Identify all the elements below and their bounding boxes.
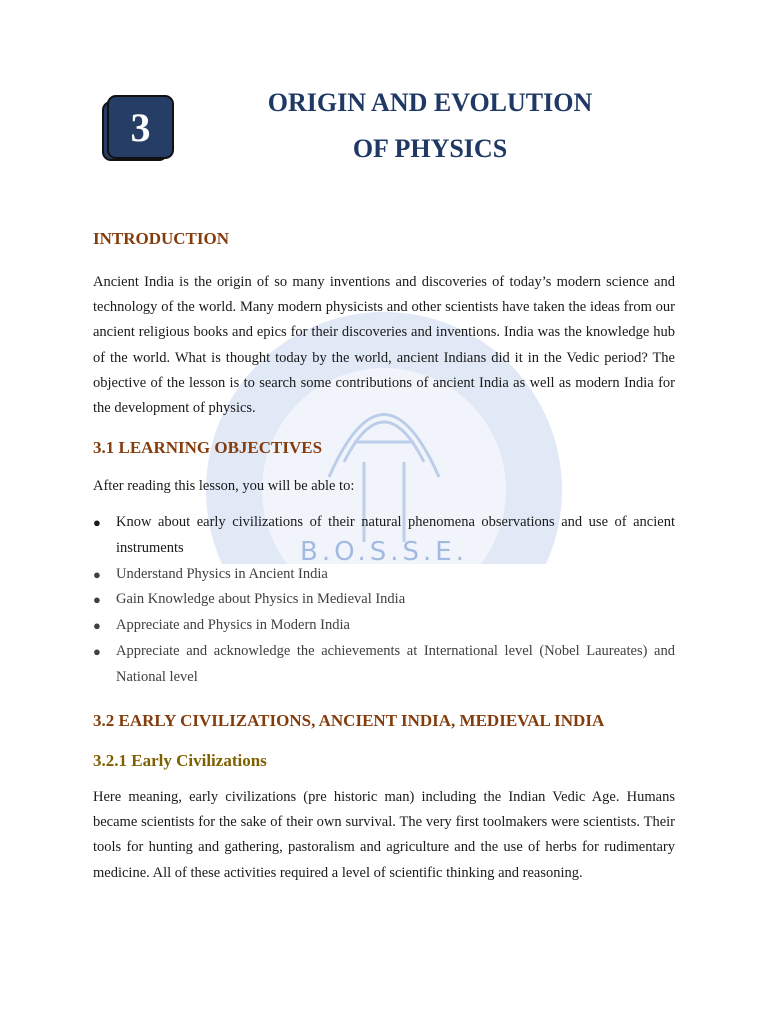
- watermark-text: B.O.S.S.E.: [299, 537, 469, 567]
- learning-objectives-intro: After reading this lesson, you will be able to:: [93, 478, 355, 494]
- list-item: ● Understand Physics in Ancient India: [93, 562, 675, 588]
- chapter-number: 3: [107, 95, 174, 159]
- section-3-2-heading: 3.2 EARLY CIVILIZATIONS, ANCIENT INDIA, MEDIEVAL INDIA: [93, 711, 605, 730]
- introduction-heading: INTRODUCTION: [93, 229, 230, 248]
- bullet-icon: ●: [93, 618, 101, 634]
- section-3-2-1-heading: 3.2.1 Early Civilizations: [93, 751, 267, 770]
- list-item: ● Gain Knowledge about Physics in Medieval India: [93, 587, 675, 613]
- learning-objectives-list: [93, 510, 675, 691]
- bullet-icon: ●: [93, 643, 101, 659]
- chapter-number-badge: [102, 95, 174, 161]
- introduction-paragraph: Ancient India is the origin of so many inventions and discoveries of today’s modern science and technology of the world. Many modern physicists and other scientists have taken the ideas from our ancient religious books and epics for their discoveries and inventions. India was the knowledge hub of the world. What is thought today by the world, ancient Indians did it in the Vedic period? The objective of the lesson is to search some contributions of ancient India as well as modern India for the development of physics.: [93, 274, 675, 417]
- chapter-title-line-1: ORIGIN AND EVOLUTION: [267, 88, 593, 117]
- bullet-icon: ●: [93, 515, 101, 530]
- list-item: ● Appreciate and acknowledge the achievements at International level (Nobel Laureates) and National level: [93, 639, 675, 691]
- list-item: ● Know about early civilizations of their natural phenomena observations and use of ancient instruments: [93, 510, 675, 562]
- bullet-icon: ●: [93, 566, 101, 582]
- learning-objectives-heading: 3.1 LEARNING OBJECTIVES: [93, 438, 323, 457]
- early-civilizations-paragraph: Here meaning, early civilizations (pre historic man) including the Indian Vedic Age. Humans became scientists for the sake of their own survival. The very first toolmakers were scientists. Their tools for hunting and gathering, pastoralism and agriculture and the use of herbs for rudimentary medicine. All of these activities required a level of scientific thinking and reasoning.: [93, 789, 675, 881]
- bullet-icon: ●: [93, 592, 101, 608]
- chapter-title-line-2: OF PHYSICS: [352, 134, 508, 163]
- list-item: ● Appreciate and Physics in Modern India: [93, 613, 675, 639]
